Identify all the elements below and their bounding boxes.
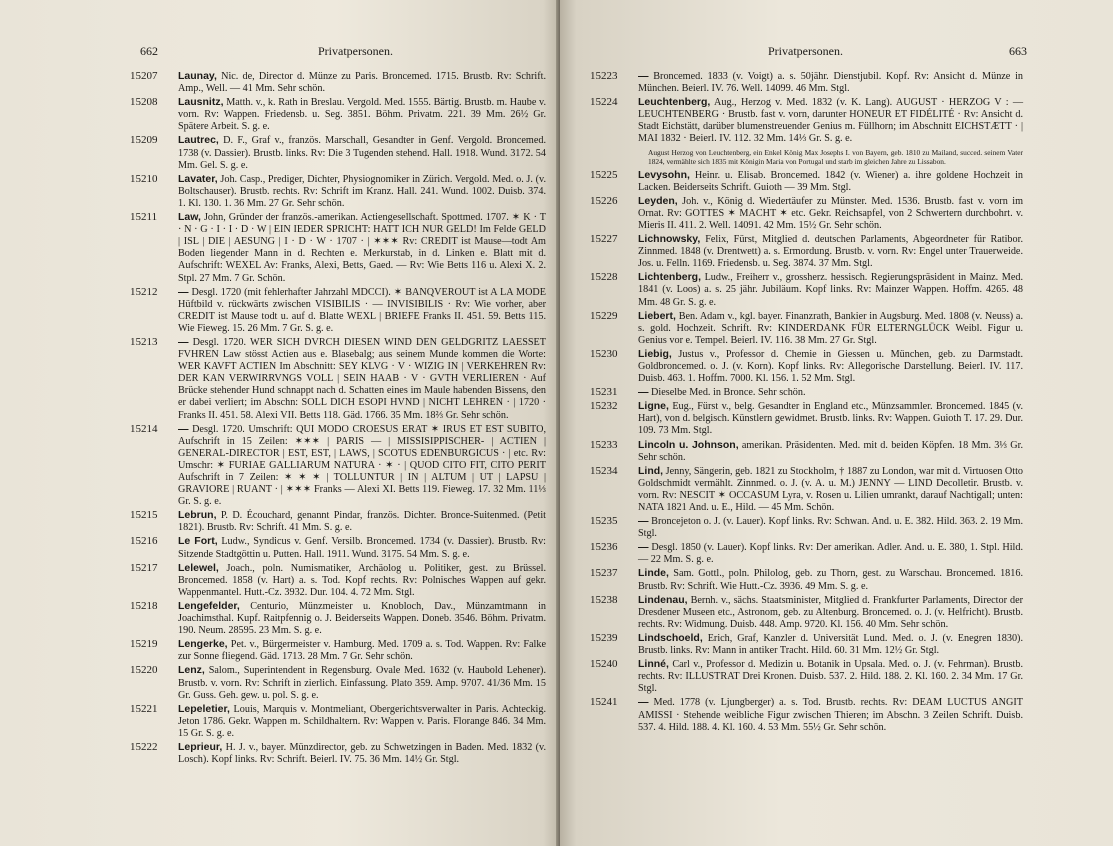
entry-number: 15209 (130, 134, 158, 147)
catalog-entry (590, 96, 1023, 165)
entry-text: Erich, Graf, Kanzler d. Universität Lund. Med. o. J. (v. Enegren 1830). Brustb. links. Rv: Mann in antiker Tracht. Hild. 60. 31 Mm. 12½ Gr. Stgl. (638, 632, 1024, 657)
entry-number: 15227 (590, 233, 618, 246)
entry-number: 15241 (590, 696, 618, 709)
page-number: 663 (1009, 44, 1027, 58)
catalog-entry (130, 286, 546, 335)
entry-text: Pet. v., Bürgermeister v. Hamburg. Med. 1709 a. s. Tod. Wappen. Rv: Falke zur Sonne fliegend. Gäd. 1713. 28 Mm. 7 Gr. Sehr schön. (178, 639, 547, 663)
catalog-entry (590, 400, 1023, 437)
entry-number: 15207 (130, 70, 158, 82)
entry-number: 15235 (590, 515, 618, 528)
entry-name: Linde, (638, 567, 669, 580)
entry-text: Eug., Fürst v., belg. Gesandter in England etc., Münzsammler. Broncemed. 1845 (v. Hart), von d. belgisch. Künstlern gewidmet. Brustb. links. Rv: Wappen. Guioth T. 17. 29. Dur. 109. 73 Mm. Stgl. (638, 401, 1023, 437)
entry-text: Centurio, Münzmeister u. Knobloch, Dav., Münzamtmann in Joachimsthal. Kupf. Raitpfennig o. J. Beiderseits Wappen. Doneb. 3546. Böhm. Privatm. 190. Neum. 28595. 23 Mm. S. g. e. (178, 600, 546, 637)
entry-text: Bernh. v., sächs. Staatsminister, Mitglied d. Frankfurter Parlaments, Director der Dresdener Museen etc., Astronom, geb. zu Altenburg. Broncemed. o. J. (v. Helfricht). Brustb. rechts. Rv: Widmung. Duisb. 448. Amp. 9720. Kl. 156. 40 Mm. Sehr schön. (638, 594, 1024, 630)
entry-number: 15234 (590, 464, 618, 477)
entry-text: Jenny, Sängerin, geb. 1821 zu Stockholm, † 1887 zu London, war mit d. Virtuosen Otto Goldschmidt vermählt. Zinnmed. o. J. (v. A. u. M.) JENNY — LIND Decolletir. Brustb. v. vorn. Rv: NESCIT ✶ OCCASUM Lyra, v. Rosen u. Lilien umrankt, darauf Nachtigall; unten: NATA 1821 And. u. E., Hild. — 45 Mm. Schön. (638, 465, 1024, 513)
entry-name: Liebig, (638, 347, 672, 360)
catalog-entry (130, 70, 546, 95)
entry-list (130, 70, 546, 766)
page-number: 662 (140, 44, 158, 58)
entry-text: Broncemed. 1833 (v. Voigt) a. s. 50jähr. Dienstjubil. Kopf. Rv: Ansicht d. Münze in München. Beierl. IV. 76. Well. 14099. 46 Mm. Stgl. (638, 71, 1024, 95)
entry-number: 15230 (590, 347, 618, 360)
running-head: Privatpersonen. (768, 44, 843, 58)
entry-name: Lengerke, (178, 638, 228, 651)
entry-number: 15218 (130, 599, 158, 612)
entry-name: Le Fort, (178, 535, 218, 548)
entry-name: Leyden, (638, 194, 678, 207)
entry-text: Ben. Adam v., kgl. bayer. Finanzrath, Bankier in Augsburg. Med. 1808 (v. Neuss) a. s. gold. Hochzeit. Schrift. Rv: KINDERDANK FÜR ELTERNGLÜCK Weibl. Figur u. Genius vor e. Tempel. Beierl. IV. 116. 38 Mm. 27 Gr. Stgl. (638, 310, 1023, 346)
catalog-entry (130, 211, 546, 285)
entry-number: 15223 (590, 70, 618, 82)
entry-text: amerikan. Präsidenten. Med. mit d. beiden Köpfen. 18 Mm. 3⅓ Gr. Sehr schön. (638, 439, 1023, 463)
catalog-entry (130, 562, 546, 599)
entry-name: — (178, 422, 189, 435)
entry-number: 15212 (130, 285, 158, 298)
entry-number: 15216 (130, 535, 158, 548)
entry-text: H. J. v., bayer. Münzdirector, geb. zu Schwetzingen in Baden. Med. 1832 (v. Losch). Kopf links. Rv: Schrift. Beierl. IV. 75. 36 Mm. 14½ Gr. Stgl. (178, 741, 546, 766)
entry-list (590, 70, 1023, 734)
entry-number: 15211 (130, 211, 158, 224)
entry-text: Nic. de, Director d. Münze zu Paris. Broncemed. 1715. Brustb. Rv: Schrift. Amp., Well. — 41 Mm. Sehr schön. (178, 71, 547, 95)
catalog-entry (590, 195, 1023, 232)
entry-number: 15228 (590, 271, 618, 284)
entry-number: 15219 (130, 638, 158, 651)
entry-text: Desgl. 1720. WER SICH DVRCH DIESEN WIND DEN GELDGRITZ LAESSET FVHREN Law stösst Actien aus e. Blasebalg; aus seinem Munde kommen die Worte: WER KAVFT ACTIEN Im Abschnitt: SEY KLVG · V · WIZIG IN | VERKEHREN Rv: DER KAN VERWIRRVNGS VOLL | SEIN HAAB · V · GVTH VERLIEREN · Auf Brücke stehender Hund schnappt nach d. Schatten eines im Maule habenden Bissens, den er dabei verliert; im Abschn: SOLL DICH ESOPI HVND | NICHT LEHREN · | 1720 · Franks II. 451. 58. Alexi VII. Betts 118. Gäd. 1766. 35 Mm. 18⅔ Gr. Sehr schön. (178, 336, 547, 421)
entry-number: 15208 (130, 96, 158, 109)
entry-name: Leprieur, (178, 740, 223, 753)
running-head: Privatpersonen. (318, 44, 393, 58)
entry-name: Lindenau, (638, 593, 688, 606)
entry-text: Med. 1778 (v. Ljungberger) a. s. Tod. Brustb. rechts. Rv: DEAM LUCTUS ANGIT AMISSI · Stehende weibliche Figur zwischen Thieren; im Abschn. 3 Zeilen Schrift. Duisb. 537. 4. Hild. 188. 4. Kl. 160. 4. 53 Mm. 55½ Gr. Sehr schön. (638, 697, 1024, 733)
entry-name: Lepeletier, (178, 702, 230, 715)
entry-text: Matth. v., k. Rath in Breslau. Vergold. Med. 1555. Bärtig. Brustb. m. Haube v. vorn. Rv: Wappen. Friedensb. u. Seg. 3851. Böhm. Privatm. 221. 39 Mm. 26½ Gr. Spätere Arbeit. S. g. e. (178, 97, 547, 133)
entry-name: Lincoln u. Johnson, (638, 438, 739, 451)
entry-text: Joh. v., König d. Wiedertäufer zu Münster. Med. 1536. Brustb. fast v. vorn im Ornat. Rv: GOTTES ✶ MACHT ✶ etc. Gekr. Reichsapfel, von 2 Schwertern durchbohrt. v. Mieris II. 411. 2. Well. 14091. 42 Mm. 15½ Gr. Sehr schön. (638, 195, 1024, 231)
catalog-entry (590, 169, 1023, 194)
catalog-entry (130, 336, 546, 422)
entry-number: 15221 (130, 702, 158, 715)
entry-number: 15215 (130, 509, 158, 522)
entry-name: Linné, (638, 658, 669, 671)
entry-number: 15239 (590, 631, 618, 644)
catalog-entry (590, 541, 1023, 566)
catalog-entry (590, 567, 1023, 592)
entry-name: Lausnitz, (178, 96, 224, 109)
entry-name: — (638, 386, 649, 399)
catalog-entry (130, 96, 546, 133)
entry-text: Desgl. 1720. Umschrift: QUI MODO CROESUS ERAT ✶ IRUS ET EST SUBITO, Aufschrift in 15 Zeilen: ✶✶✶ | PARIS — | MISSISIPPISCHER- | ACTIEN | GENERAL-DIRECTOR | EST, EST, | LAWS, | SCOTUS EDENBURGICUS · | etc. Rv: Umschr: ✶ FURIAE GALLIARUM NATURA · ✶ · | QUOD CITO FIT, CITO PERIT Aufschrift in 7 Zeilen: ✶ ✶ ✶ | TOLLUNTUR | IN | ALTUM | UT | LAPSU | GRAVIORE | RUANT · | ✶✶✶ Franks — Alexi XI. Betts 119. Fieweg. 17. 32 Mm. 11⅓ Gr. S. g. e. (178, 423, 547, 508)
entry-name: Lichnowsky, (638, 233, 701, 246)
catalog-entry (130, 134, 546, 171)
entry-number: 15238 (590, 593, 618, 606)
entry-name: Liebert, (638, 309, 676, 322)
catalog-entry (130, 173, 546, 210)
entry-name: Lind, (638, 464, 664, 477)
entry-number: 15222 (130, 740, 158, 753)
entry-text: Aug., Herzog v. Med. 1832 (v. K. Lang). AUGUST · HERZOG V : — LEUCHTENBERG · Brustb. fast v. vorn, darunter HONEUR ET FIDÉLITÉ · Rv: Ansicht d. Stadt Eichstätt, darüber blumenstreuender Genius m. Füllhorn; im Abschnitt EICHSTÆTT · | MAI 1832 · Beierl. IV. 112. 32 Mm. 14⅓ Gr. S. g. e. (638, 97, 1024, 145)
catalog-entry (130, 638, 546, 663)
catalog-entry (130, 423, 546, 509)
entry-number: 15225 (590, 168, 618, 181)
entry-name: — (638, 696, 649, 709)
catalog-entry (590, 658, 1023, 695)
catalog-entry (590, 439, 1023, 464)
entry-name: — (638, 70, 649, 82)
entry-text: Felix, Fürst, Mitglied d. deutschen Parlaments, Abgeordneter für Ratibor. Zinnmed. 1848 (v. Drentwett) a. s. Ermordung. Brustb. v. vorn. Rv: Engel unter Trauerweide. Jos. u. Felln. 1169. Friedensb. u. Seg. 3874. 37 Mm. Stgl. (638, 234, 1023, 270)
entry-number: 15231 (590, 386, 618, 399)
entry-text: Broncejeton o. J. (v. Lauer). Kopf links. Rv: Schwan. And. u. E. 382. Hild. 363. 2. 19 Mm. Stgl. (638, 516, 1023, 540)
entry-name: Lelewel, (178, 561, 219, 574)
entry-name: — (178, 285, 189, 298)
entry-name: Lichtenberg, (638, 271, 702, 284)
entry-text: Justus v., Professor d. Chemie in Giessen u. München, geb. zu Darmstadt. Goldbroncemed. o. J. (v. Korn). Kopf links. Rv: Allegorische Darstellung. Beierl. IV. 117. Duisb. 463. 1. Hoffm. 7000. Kl. 156. 1. 52 Mm. Stgl. (638, 348, 1024, 385)
entry-text: Ludw., Syndicus v. Genf. Versilb. Broncemed. 1734 (v. Dassier). Brustb. Rv: Sitzende Stadtgöttin u. Putten. Hall. 1911. Wund. 3175. 54 Mm. S. g. e. (178, 536, 546, 560)
entry-number: 15236 (590, 541, 618, 554)
entry-text: Carl v., Professor d. Medizin u. Botanik in Upsala. Med. o. J. (v. Fehrman). Brustb. rechts. Rv: ILLUSTRAT Drei Kronen. Duisb. 537. 2. Hild. 188. 2. Kl. 160. 2. 34 Mm. 17 Gr. Stgl. (638, 659, 1024, 695)
entry-footnote: August Herzog von Leuchtenberg, ein Enkel König Max Josephs I. von Bayern, geb. 1810 zu Mailand, succed. seinem Vater 1824, vermählte sich 1835 mit Königin Maria von Portugal und starb im gleichen Jahre zu Lissabon. (648, 147, 1023, 166)
entry-name: Lindschoeld, (638, 631, 703, 644)
entry-name: — (638, 541, 649, 554)
catalog-entry (590, 70, 1023, 95)
catalog-entry (130, 664, 546, 701)
entry-number: 15226 (590, 194, 618, 207)
entry-name: Law, (178, 211, 201, 224)
entry-name: — (178, 335, 189, 348)
entry-text: Heinr. u. Elisab. Broncemed. 1842 (v. Wiener) a. ihre goldene Hochzeit in Lacken. Beiderseits Schrift. Guioth — 39 Mm. Stgl. (638, 169, 1023, 193)
catalog-entry (590, 348, 1023, 385)
entry-number: 15214 (130, 422, 158, 435)
entry-name: Lebrun, (178, 509, 217, 522)
entry-name: — (638, 515, 649, 528)
entry-number: 15224 (590, 96, 618, 109)
entry-text: Sam. Gottl., poln. Philolog, geb. zu Thorn, gest. zu Warschau. Broncemed. 1816. Brustb. Rv: Schrift. Wie Hutt.-Cz. 3936. 49 Mm. S. g. e. (638, 568, 1023, 592)
entry-text: Joh. Casp., Prediger, Dichter, Physiognomiker in Zürich. Vergold. Med. o. J. (v. Boltschauser). Brustb. rechts. Rv: Schrift im Kranz. Hall. 241. Wund. 1002. Duisb. 374. 1. Kl. 130. 1. 36 Mm. 27 Gr. Sehr schön. (178, 173, 547, 209)
entry-text: Desgl. 1850 (v. Lauer). Kopf links. Rv: Der amerikan. Adler. And. u. E. 380, 1. Stpl. Hild. — 22 Mm. S. g. e. (638, 542, 1024, 566)
entry-text: Desgl. 1720 (mit fehlerhafter Jahrzahl MDCCI). ✶ BANQVEROUT ist A LA MODE Hüftbild v. rückwärts zwischen VISIBILIS · — INVISIBILIS · Rv: Wie vorher, aber CREDIT ist Mause todt u. auf d. Blatte WEXL | BRIEFE Franks II. 451. 59. Betts 115. Wie Fieweg. 15. 26 Mm. 7 Gr. S. g. e. (178, 286, 547, 334)
catalog-entry (130, 509, 546, 534)
catalog-entry (130, 535, 546, 560)
entry-text: Joach., poln. Numismatiker, Archäolog u. Politiker, gest. zu Brüssel. Broncemed. 1858 (v. Hart) a. s. Tod. Kopf rechts. Rv: Polnisches Wappen auf gekr. Wappenmantel. Hutt.-Cz. 3932. Dur. 104. 4. 72 Mm. Stgl. (178, 562, 547, 598)
catalog-entry (590, 515, 1023, 540)
entry-number: 15210 (130, 172, 158, 185)
entry-text: John, Gründer der französ.-amerikan. Actiengesellschaft. Spottmed. 1707. ✶ K · T · N · G · I · I · D · W | EIN IEDER SPRICHT: HATT ICH NUR GELD! Im Felde GELD | ISL | DIE | AESUNG | I · D · W · 1707 · | ✶✶✶ Rv: CREDIT ist Mause—todt Am Boden liegender Mann in d. Rechten e. Merkurstab, in d. Linken e. Blatt mit d. Aufschrift: WEXEL Av: Franks, Alexi, Betts, Gaed. — Rv: Wie Betts 116 u. Alexi X. 2. Stpl. 27 Mm. 7 Gr. Schön. (178, 212, 547, 284)
catalog-entry (130, 703, 546, 740)
entry-name: Ligne, (638, 400, 669, 413)
entry-number: 15213 (130, 335, 158, 348)
entry-name: Lengefelder, (178, 599, 240, 612)
entry-number: 15217 (130, 561, 158, 574)
entry-name: Lavater, (178, 172, 218, 185)
entry-number: 15233 (590, 438, 618, 451)
catalog-entry (590, 594, 1023, 631)
right-page (560, 0, 1113, 846)
entry-name: Launay, (178, 70, 217, 82)
catalog-entry (130, 600, 546, 637)
entry-number: 15232 (590, 400, 618, 413)
entry-text: Louis, Marquis v. Montmeliant, Obergerichtsverwalter in Paris. Achteckig. Jeton 1786. Gekr. Wappen m. Schildhaltern. Rv: Wappen v. Paris. Florange 846. 34 Mm. 15 Gr. S. g. e. (178, 703, 546, 739)
entry-number: 15237 (590, 567, 618, 580)
catalog-entry (590, 271, 1023, 308)
catalog-entry (590, 233, 1023, 270)
entry-name: Lenz, (178, 664, 205, 677)
entry-number: 15220 (130, 664, 158, 677)
entry-name: Leuchtenberg, (638, 96, 711, 109)
entry-name: Lautrec, (178, 134, 219, 147)
entry-text: Ludw., Freiherr v., grossherz. hessisch. Regierungspräsident in Mainz. Med. 1841 (v. Loos) a. s. 25 jähr. Jubiläum. Kopf links. Rv: Mainzer Wappen. Hoffm. 4265. 48 Mm. 48 Gr. S. g. e. (638, 272, 1023, 308)
catalog-entry (590, 465, 1023, 514)
entry-text: Dieselbe Med. in Bronce. Sehr schön. (651, 387, 806, 399)
catalog-entry (590, 310, 1023, 347)
entry-text: Salom., Superintendent in Regensburg. Ovale Med. 1632 (v. Haubold Lehener). Brustb. v. vorn. Rv: Schrift in zierlich. Einfassung. Plato 359. Amp. 9707. 41/36 Mm. 15 Gr. Guss. Geh. gew. u. pol. S. g. e. (178, 665, 546, 701)
entry-text: D. F., Graf v., französ. Marschall, Gesandter in Genf. Vergold. Broncemed. 1738 (v. Dassier). Brustb. links. Rv: Die 3 Tugenden stehend. Hall. 1918. Wund. 3172. 54 Mm. Gel. S. g. e. (178, 135, 546, 171)
entry-name: Levysohn, (638, 168, 690, 181)
entry-text: P. D. Écouchard, genannt Pindar, französ. Dichter. Bronce-Suitenmed. (Petit 1821). Brustb. Rv: Schrift. 41 Mm. S. g. e. (178, 510, 546, 534)
catalog-entry (590, 386, 1023, 399)
catalog-entry (590, 696, 1023, 733)
entry-number: 15229 (590, 309, 618, 322)
catalog-entry (590, 632, 1023, 657)
entry-number: 15240 (590, 658, 618, 671)
catalog-entry (130, 741, 546, 766)
